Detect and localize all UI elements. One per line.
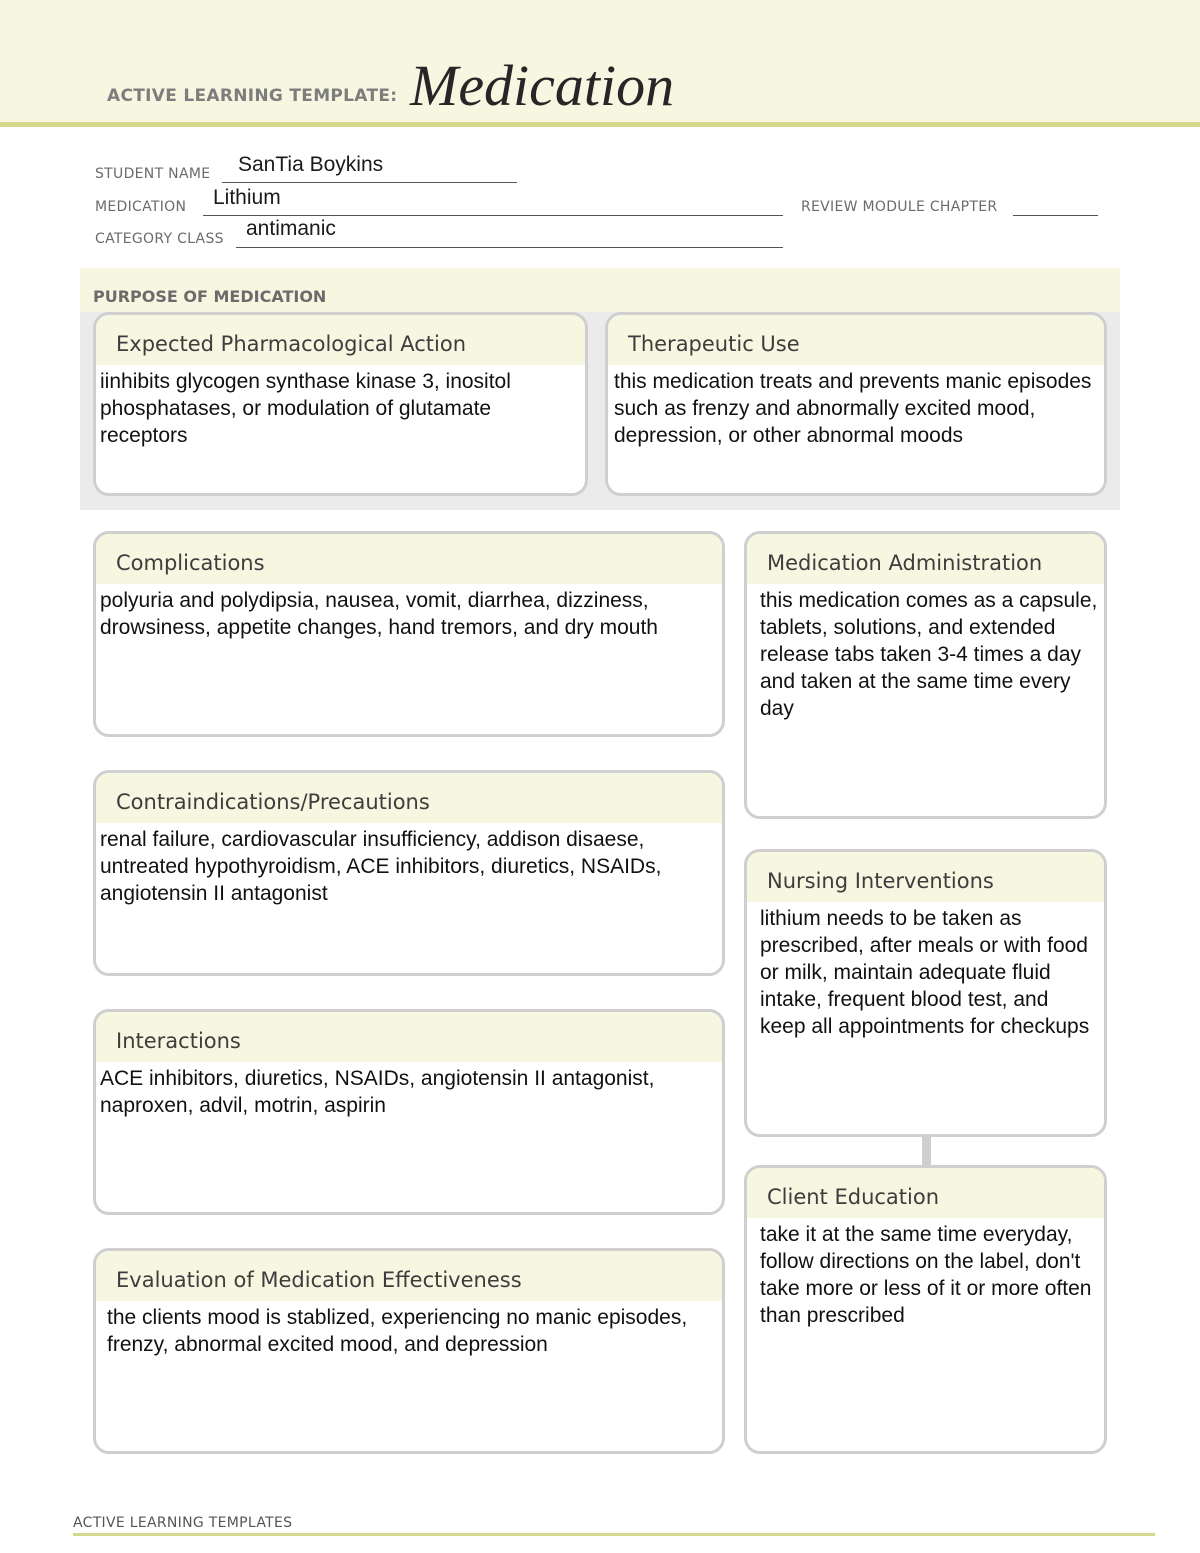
evaluation-box <box>93 1248 725 1454</box>
student-name-field[interactable]: SanTia Boykins <box>238 153 384 176</box>
connector <box>922 1136 931 1166</box>
medication-line <box>203 215 783 216</box>
interactions-text[interactable]: ACE inhibitors, diuretics, NSAIDs, angiotensin II antagonist, naproxen, advil, motrin, aspirin <box>100 1067 655 1117</box>
therapeutic-use-box <box>605 312 1107 496</box>
complications-box <box>93 531 725 737</box>
therapeutic-use-text[interactable]: this medication treats and prevents manic episodes such as frenzy and abnormally excited mood, depression, or other abnormal moods <box>614 370 1092 447</box>
nursing-box <box>744 849 1107 1137</box>
nursing-title: Nursing Interventions <box>747 852 1104 902</box>
footer-label: ACTIVE LEARNING TEMPLATES <box>73 1515 293 1531</box>
complications-text[interactable]: polyuria and polydipsia, nausea, vomit, diarrhea, dizziness, drowsiness, appetite changes, hand tremors, and dry mouth <box>100 589 658 639</box>
header-rule <box>0 122 1200 127</box>
category-class-label: CATEGORY CLASS <box>95 231 224 247</box>
therapeutic-use-title: Therapeutic Use <box>608 315 1104 365</box>
interactions-box <box>93 1009 725 1215</box>
category-class-field[interactable]: antimanic <box>246 217 336 240</box>
review-module-line <box>1013 215 1098 216</box>
expected-action-box <box>93 312 588 496</box>
evaluation-text[interactable]: the clients mood is stablized, experiencing no manic episodes, frenzy, abnormal excited mood, and depression <box>107 1306 688 1356</box>
review-module-label: REVIEW MODULE CHAPTER <box>801 199 998 215</box>
client-education-box <box>744 1165 1107 1454</box>
medication-label: MEDICATION <box>95 199 187 215</box>
contraindications-title: Contraindications/Precautions <box>96 773 722 823</box>
purpose-label: PURPOSE OF MEDICATION <box>93 287 327 306</box>
interactions-title: Interactions <box>96 1012 722 1062</box>
evaluation-title: Evaluation of Medication Effectiveness <box>96 1251 722 1301</box>
expected-action-title: Expected Pharmacological Action <box>96 315 585 365</box>
category-class-line <box>236 247 783 248</box>
contraindications-text[interactable]: renal failure, cardiovascular insufficiency, addison disaese, untreated hypothyroidism, ACE inhibitors, diuretics, NSAIDs, angiotensin II antagonist <box>100 828 662 905</box>
client-education-text[interactable]: take it at the same time everyday, follow directions on the label, don't take more or less of it or more often than prescribed <box>760 1223 1092 1327</box>
template-label: ACTIVE LEARNING TEMPLATE: <box>107 86 398 106</box>
student-name-label: STUDENT NAME <box>95 166 211 182</box>
footer-rule <box>73 1533 1155 1536</box>
student-name-line <box>222 182 517 183</box>
administration-box <box>744 531 1107 819</box>
administration-text[interactable]: this medication comes as a capsule, tablets, solutions, and extended release tabs taken 3-4 times a day and taken at the same time every day <box>760 589 1098 720</box>
client-education-title: Client Education <box>747 1168 1104 1218</box>
administration-title: Medication Administration <box>747 534 1104 584</box>
medication-field[interactable]: Lithium <box>213 186 281 209</box>
complications-title: Complications <box>96 534 722 584</box>
contraindications-box <box>93 770 725 976</box>
template-title: Medication <box>410 53 675 118</box>
expected-action-text[interactable]: iinhibits glycogen synthase kinase 3, inositol phosphatases, or modulation of glutamate receptors <box>100 370 511 447</box>
nursing-text[interactable]: lithium needs to be taken as prescribed, after meals or with food or milk, maintain adequate fluid intake, frequent blood test, and keep all appointments for checkups <box>760 907 1090 1038</box>
